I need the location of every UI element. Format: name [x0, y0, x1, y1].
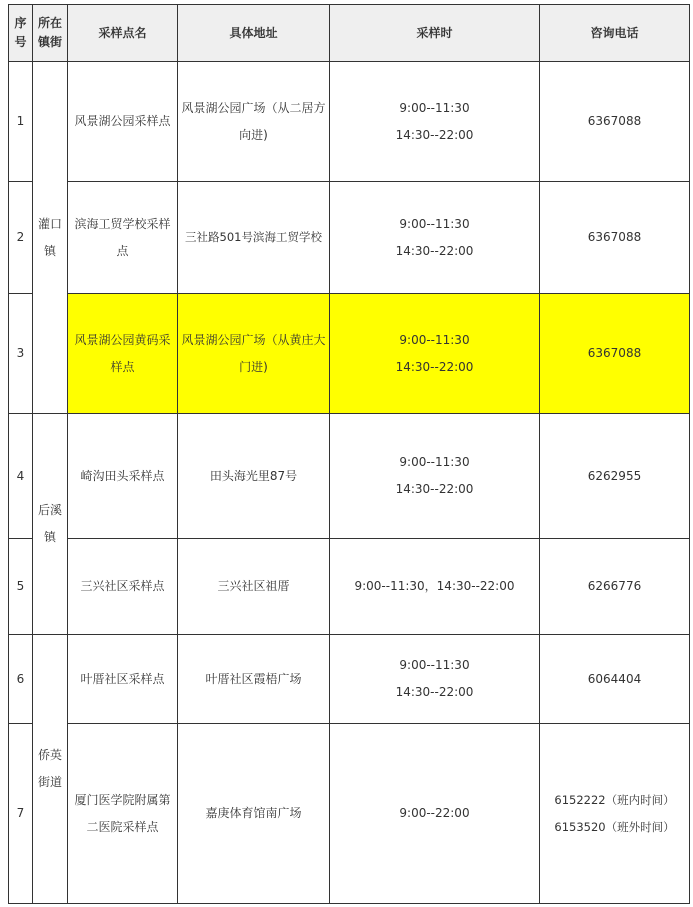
phone: 6367088 [540, 182, 690, 294]
table-row [9, 182, 690, 294]
site-address: 风景湖公园广场（从黄庄大门进) [178, 294, 330, 414]
site-name: 风景湖公园采样点 [68, 62, 178, 182]
table-row [9, 414, 690, 539]
table-row [9, 62, 690, 182]
phone: 6064404 [540, 635, 690, 724]
site-address: 风景湖公园广场（从二居方向进) [178, 62, 330, 182]
sampling-time: 9:00--11:30，14:30--22:00 [330, 539, 540, 635]
site-name: 三兴社区采样点 [68, 539, 178, 635]
sampling-time: 9:00--11:30 14:30--22:00 [330, 414, 540, 539]
town-cell: 侨英街道 [33, 635, 68, 904]
site-address: 田头海光里87号 [178, 414, 330, 539]
phone: 6266776 [540, 539, 690, 635]
sampling-time: 9:00--11:30 14:30--22:00 [330, 635, 540, 724]
phone: 6152222（班内时间）6153520（班外时间） [540, 724, 690, 904]
header-site: 采样点名 [68, 5, 178, 62]
table-row-highlighted [9, 294, 690, 414]
sampling-time: 9:00--22:00 [330, 724, 540, 904]
header-phone: 咨询电话 [540, 5, 690, 62]
site-name: 厦门医学院附属第二医院采样点 [68, 724, 178, 904]
row-no: 5 [9, 539, 33, 635]
table-row [9, 539, 690, 635]
row-no: 4 [9, 414, 33, 539]
site-address: 叶厝社区霞梧广场 [178, 635, 330, 724]
row-no: 7 [9, 724, 33, 904]
sampling-time: 9:00--11:30 14:30--22:00 [330, 62, 540, 182]
table-row [9, 635, 690, 724]
site-name: 滨海工贸学校采样点 [68, 182, 178, 294]
row-no: 1 [9, 62, 33, 182]
row-no: 3 [9, 294, 33, 414]
site-address: 三社路501号滨海工贸学校 [178, 182, 330, 294]
site-name: 风景湖公园黄码采样点 [68, 294, 178, 414]
town-cell: 灌口镇 [33, 62, 68, 414]
sampling-time: 9:00--11:30 14:30--22:00 [330, 294, 540, 414]
table-row [9, 724, 690, 904]
site-address: 嘉庚体育馆南广场 [178, 724, 330, 904]
header-town: 所在镇街 [33, 5, 68, 62]
sampling-time: 9:00--11:30 14:30--22:00 [330, 182, 540, 294]
town-cell: 后溪镇 [33, 414, 68, 635]
phone: 6367088 [540, 62, 690, 182]
site-address: 三兴社区祖厝 [178, 539, 330, 635]
site-name: 叶厝社区采样点 [68, 635, 178, 724]
row-no: 6 [9, 635, 33, 724]
header-address: 具体地址 [178, 5, 330, 62]
sampling-site-table [8, 4, 690, 904]
row-no: 2 [9, 182, 33, 294]
site-name: 崎沟田头采样点 [68, 414, 178, 539]
header-time: 采样时 [330, 5, 540, 62]
phone: 6367088 [540, 294, 690, 414]
phone: 6262955 [540, 414, 690, 539]
table-header-row [9, 5, 690, 62]
header-no: 序号 [9, 5, 33, 62]
